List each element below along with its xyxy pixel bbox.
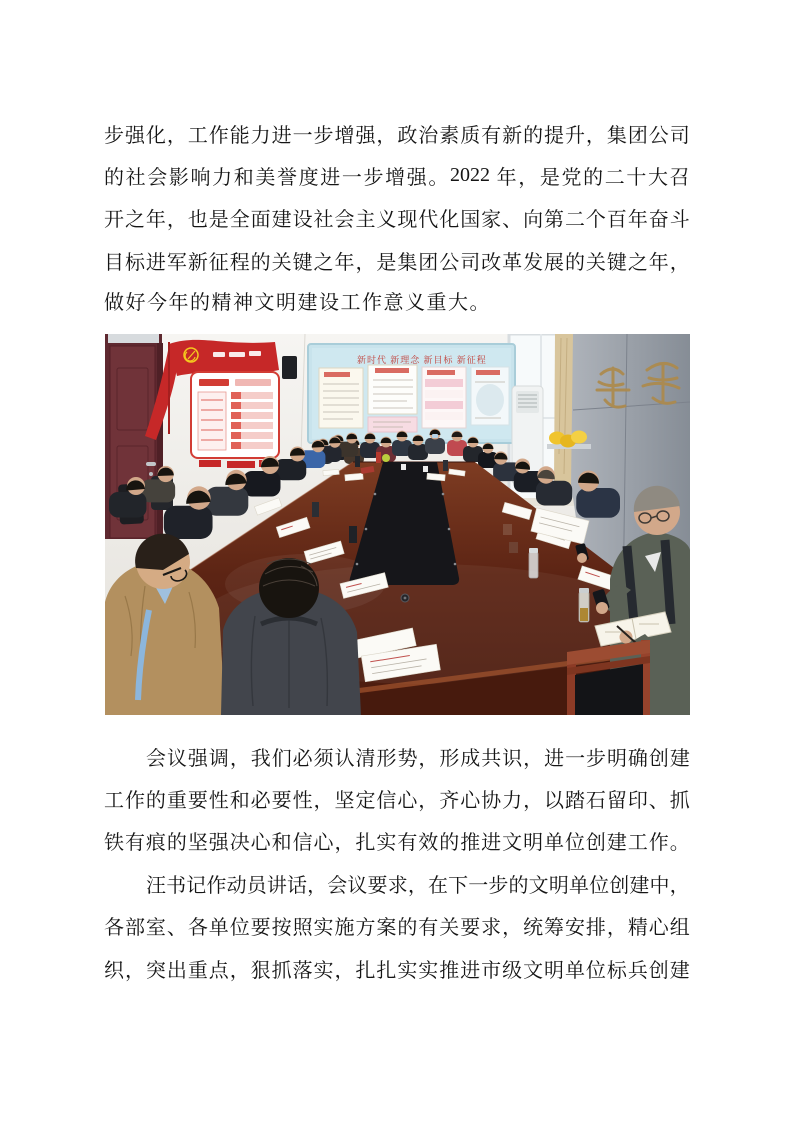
paragraph-bottom (104, 735, 690, 989)
text-line: 目 标 进 军 新 征 程 的 关 键 之 年 ， 是 集 团 公 司 改 革 发 展 的 关 键 之 年 ， (104, 251, 690, 274)
bulletin-board (308, 344, 515, 443)
text-line: 织 ， 突 出 重 点 ， 狠 抓 落 实 ， 扎 扎 实 实 推 进 市 级 文 明 单 位 标 兵 创 建 (104, 959, 690, 982)
text-line: 的 社 会 影 响 力 和 美 誉 度 进 一 步 增 强 。 2022 年 ， 是 党 的 二 十 大 召 (104, 164, 690, 190)
thermos (312, 502, 319, 517)
party-emblem-icon (184, 348, 198, 362)
green-cup (382, 454, 390, 462)
poster (368, 365, 417, 432)
text-line: 各 部 室 、 各 单 位 要 按 照 实 施 方 案 的 有 关 要 求 ， 统 筹 安 排 ， 精 心 组 (104, 917, 690, 940)
banner-title: 新时代 新理念 新目标 新征程 (357, 355, 487, 365)
poster (319, 368, 363, 428)
glass-bottle (529, 548, 538, 578)
meeting-photo (105, 334, 690, 715)
red-thermos (376, 452, 381, 463)
wooden-chair (567, 640, 650, 715)
text-line: 铁 有 痕 的 坚 强 决 心 和 信 心 ， 扎 实 有 效 的 推 进 文 明 单 位 创 建 工 作 。 (104, 832, 690, 855)
wall-speaker (282, 356, 297, 379)
thermos (349, 526, 357, 543)
text-line: 工 作 的 重 要 性 和 必 要 性 ， 坚 定 信 心 ， 齐 心 协 力 ， 以 踏 石 留 印 、 抓 (104, 790, 690, 813)
poster (422, 367, 466, 428)
poster (471, 367, 509, 425)
mug (503, 524, 512, 535)
door-handle (146, 462, 156, 466)
tea-glass (579, 588, 589, 622)
text-line: 做好今年的精神文明建设工作意义重大。 (104, 291, 491, 314)
mug (509, 542, 518, 553)
text-line: 会 议 强 调 ， 我 们 必 须 认 清 形 势 ， 形 成 共 识 ， 进 一 步 明 确 创 建 (146, 747, 690, 770)
paragraph-top (104, 112, 690, 324)
face-mask (432, 434, 438, 438)
text-line: 汪 书 记 作 动 员 讲 话 ， 会 议 要 求 ， 在 下 一 步 的 文 明 单 位 创 建 中 ， (146, 874, 690, 897)
text-line: 步 强 化 ， 工 作 能 力 进 一 步 增 强 ， 政 治 素 质 有 新 的 提 升 ， 集 团 公 司 (104, 124, 690, 147)
text-line: 开 之 年 ， 也 是 全 面 建 设 社 会 主 义 现 代 化 国 家 、 向 第 二 个 百 年 奋 斗 (104, 209, 690, 232)
